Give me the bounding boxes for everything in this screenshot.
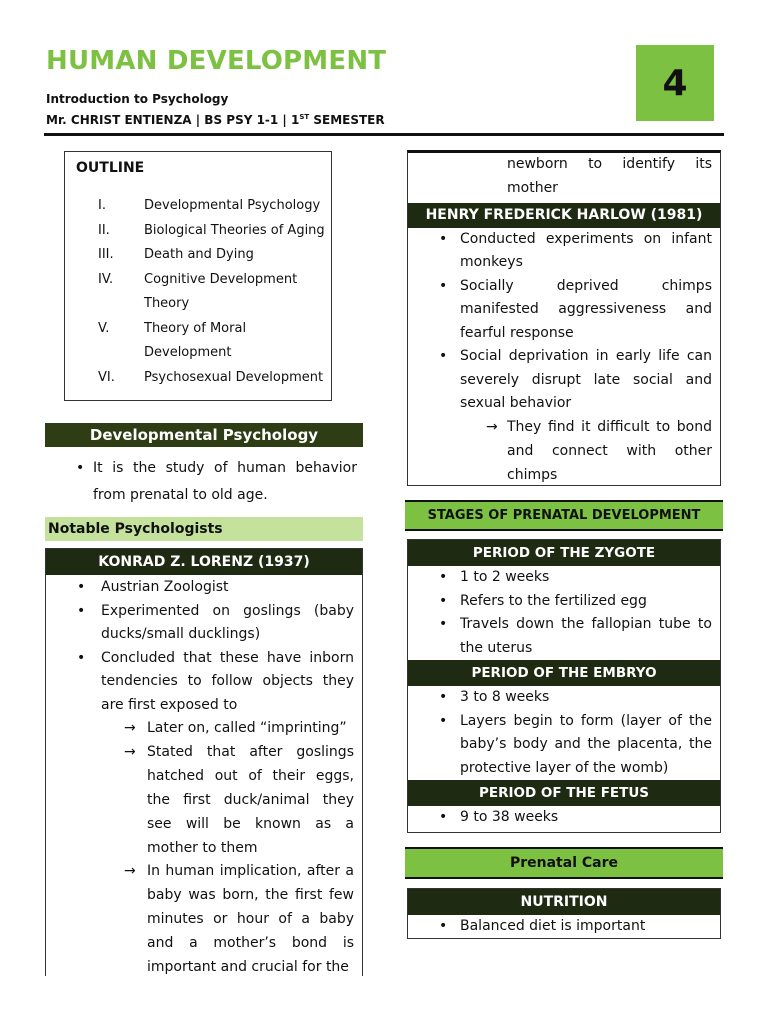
outline-item	[65, 268, 331, 317]
notable-psychologists-heading: Notable Psychologists	[45, 517, 363, 541]
outline-item	[65, 219, 331, 244]
harlow-box	[407, 150, 721, 486]
zygote-bullet: • Refers to the fertilized egg	[408, 590, 720, 614]
nutrition-bullets	[408, 915, 720, 939]
fetus-heading: PERIOD OF THE FETUS	[408, 780, 720, 806]
header-divider	[44, 133, 724, 136]
outline-item-text: Cognitive Development Theory	[144, 271, 298, 311]
lorenz-subpoint: → In human implication, after a baby was born, the first few minutes or hour of a baby and a mother’s bond is important and crucial for the	[46, 860, 362, 980]
harlow-bullet: • Conducted experiments on infant monkeys	[408, 228, 720, 275]
zygote-bullet: • Travels down the fallopian tube to the uterus	[408, 613, 720, 660]
continuation-text: newborn to identify its mother	[507, 156, 712, 196]
outline-box	[64, 151, 332, 401]
outline-item-text: Developmental Psychology	[144, 198, 321, 213]
outline-item-text: Biological Theories of Aging	[144, 222, 325, 238]
embryo-heading: PERIOD OF THE EMBRYO	[408, 660, 720, 686]
outline-item-text: Psychosexual Development	[144, 369, 324, 385]
harlow-bullets	[408, 228, 720, 416]
lorenz-bullet: • Experimented on goslings (baby ducks/small ducklings)	[46, 600, 362, 647]
outline-list	[65, 194, 331, 390]
lorenz-bullet: • Austrian Zoologist	[46, 576, 362, 600]
harlow-subpoints	[408, 416, 720, 488]
nutrition-bullet: • Balanced diet is important	[408, 915, 720, 939]
harlow-bullet: • Socially deprived chimps manifested aggressiveness and fearful response	[408, 275, 720, 346]
developmental-psychology-heading: Developmental Psychology	[45, 423, 363, 447]
course-subtitle: Introduction to Psychology	[46, 92, 229, 106]
outline-item-text: Theory of Moral Development	[144, 320, 247, 360]
harlow-heading: HENRY FREDERICK HARLOW (1981)	[408, 203, 720, 228]
module-number-badge: 4	[636, 45, 714, 121]
fetus-bullet: • 9 to 38 weeks	[408, 806, 720, 830]
nutrition-heading: NUTRITION	[408, 889, 720, 915]
outline-item	[65, 317, 331, 366]
fetus-bullets	[408, 806, 720, 830]
instructor-line	[46, 113, 385, 127]
page-title: HUMAN DEVELOPMENT	[46, 46, 387, 76]
continuation-list	[408, 153, 720, 201]
zygote-bullet: • 1 to 2 weeks	[408, 566, 720, 590]
outline-item	[65, 366, 331, 391]
instructor-text: Mr. CHRIST ENTIENZA | BS PSY 1-1 | 1	[46, 113, 300, 127]
outline-item-number: IV.	[98, 271, 114, 287]
embryo-bullet: • 3 to 8 weeks	[408, 686, 720, 710]
outline-item-number: II.	[98, 222, 110, 238]
zygote-bullets	[408, 566, 720, 660]
outline-item-number: V.	[98, 320, 110, 336]
outline-item-number: I.	[98, 198, 106, 213]
outline-item	[65, 194, 331, 219]
outline-title: OUTLINE	[76, 160, 145, 176]
definition-text: • It is the study of human behavior from prenatal to old age.	[45, 455, 365, 509]
outline-item-number: VI.	[98, 369, 115, 385]
semester-text: SEMESTER	[309, 113, 385, 127]
outline-item-number: III.	[98, 247, 114, 262]
harlow-bullet: • Social deprivation in early life can severely disrupt late social and sexual behavior	[408, 345, 720, 416]
lorenz-subpoint: → Later on, called “imprinting”	[46, 717, 362, 741]
lorenz-bullet: • Concluded that these have inborn tendencies to follow objects they are first exposed to	[46, 647, 362, 718]
lorenz-subpoints	[46, 717, 362, 980]
prenatal-care-heading: Prenatal Care	[405, 847, 723, 879]
lorenz-bullets	[46, 576, 362, 717]
embryo-bullet: • Layers begin to form (layer of the baby’s body and the placenta, the protective layer of the womb)	[408, 710, 720, 781]
outline-item	[65, 243, 331, 268]
stages-heading: STAGES OF PRENATAL DEVELOPMENT	[405, 500, 723, 531]
lorenz-subpoint: → Stated that after goslings hatched out of their eggs, the first duck/animal they see will be known as a mother to them	[46, 741, 362, 861]
developmental-psychology-section	[45, 455, 365, 509]
zygote-heading: PERIOD OF THE ZYGOTE	[408, 540, 720, 566]
definition-list	[45, 455, 365, 509]
ordinal-suffix: ST	[299, 113, 310, 121]
embryo-bullets	[408, 686, 720, 780]
outline-item-text: Death and Dying	[144, 247, 254, 262]
lorenz-heading: KONRAD Z. LORENZ (1937)	[46, 549, 362, 575]
harlow-subpoint: → They find it difficult to bond and connect with other chimps	[408, 416, 720, 488]
nutrition-box	[407, 888, 721, 939]
lorenz-box	[45, 548, 363, 976]
stages-box	[407, 539, 721, 833]
